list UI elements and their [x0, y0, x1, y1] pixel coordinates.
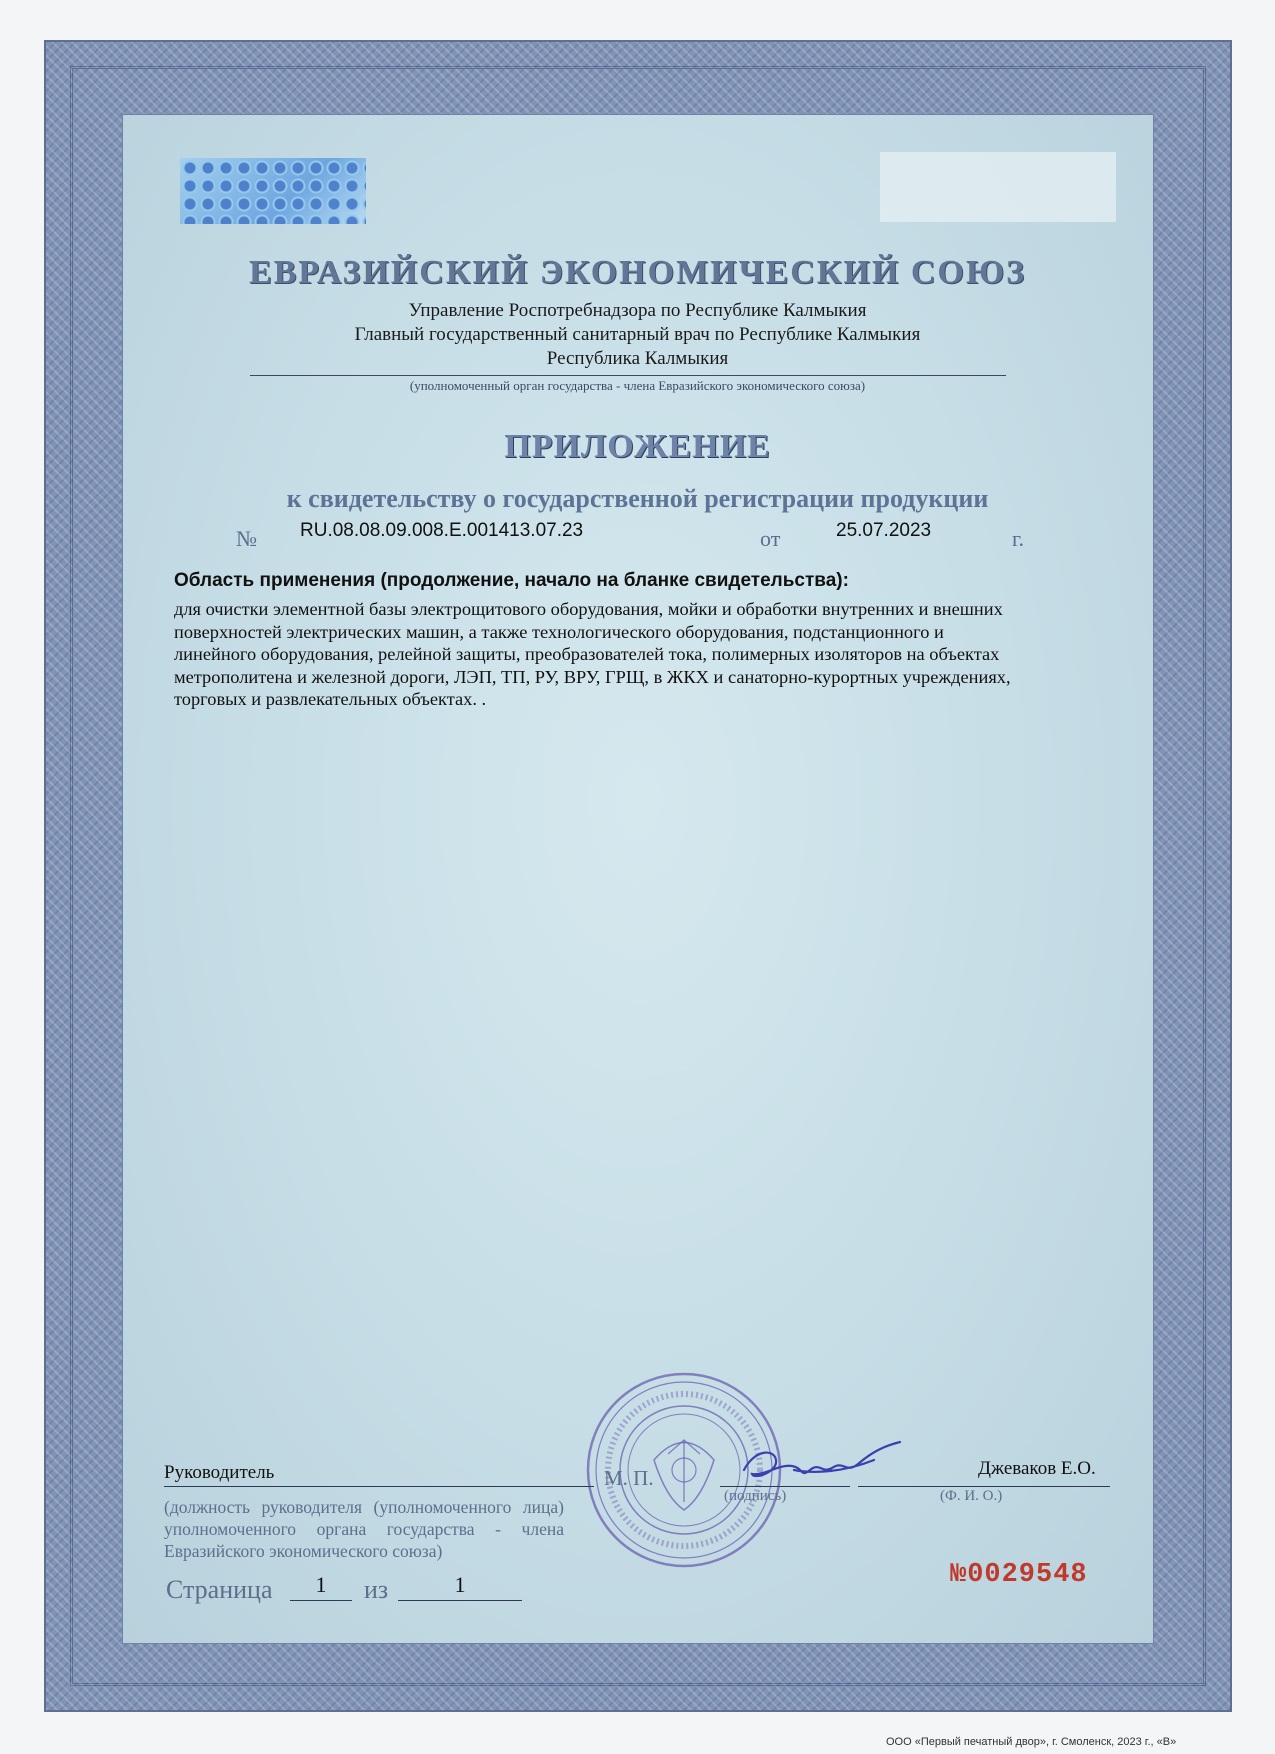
- hologram-icon: [180, 158, 366, 224]
- signatory-name: Джеваков Е.О.: [978, 1458, 1096, 1479]
- name-caption: (Ф. И. О.): [940, 1488, 1003, 1504]
- page-label: Страница: [166, 1575, 273, 1604]
- authority-line: Республика Калмыкия: [546, 348, 729, 369]
- annex-subtitle: к свидетельству о государственной регистрации продукции: [286, 484, 989, 513]
- registration-date: 25.07.2023: [836, 520, 932, 541]
- stamp-place-label: М. П.: [604, 1466, 654, 1490]
- year-label: г.: [1012, 526, 1025, 551]
- number-label: №: [236, 526, 257, 551]
- name-line: [858, 1486, 1110, 1487]
- printer-imprint: ООО «Первый печатный двор», г. Смоленск, 2023 г., «В»: [886, 1736, 1177, 1748]
- position-caption: (должность руководителя (уполномоченного лица) уполномоченного органа государства - члена Евразийского экономического союза): [164, 1497, 564, 1561]
- union-title: ЕВРАЗИЙСКИЙ ЭКОНОМИЧЕСКИЙ СОЮЗ: [248, 254, 1027, 291]
- serial-number: №0029548: [950, 1560, 1088, 1590]
- redacted-area: [880, 152, 1116, 222]
- position-line: [164, 1486, 594, 1487]
- signature-line: [720, 1486, 850, 1487]
- scope-heading: Область применения (продолжение, начало на бланке свидетельства):: [174, 570, 849, 591]
- signatory-position: Руководитель: [164, 1462, 275, 1483]
- authority-caption: (уполномоченный орган государства - члена Евразийского экономического союза): [409, 378, 866, 393]
- page-total: 1: [398, 1572, 522, 1601]
- signature-caption: (подпись): [724, 1488, 787, 1504]
- authority-line: Управление Роспотребнадзора по Республике Калмыкия: [408, 300, 867, 321]
- scope-text: для очистки элементной базы электрощитового оборудования, мойки и обработки внутренних и внешних поверхностей электрических машин, а также технологического оборудования, подстанционного и линейного оборудования, релейной защиты, преобразователей тока, полимерных изоляторов на объектах метрополитена и железной дороги, ЛЭП, ТП, РУ, ВРУ, ГРЩ, в ЖКХ и санаторно-курортных учреждениях, торговых и развлекательных объектах. .: [174, 599, 1011, 710]
- page-current: 1: [290, 1572, 352, 1601]
- registration-number: RU.08.08.09.008.E.001413.07.23: [300, 520, 584, 541]
- divider: [250, 375, 1006, 376]
- authority-line: Главный государственный санитарный врач по Республике Калмыкия: [354, 324, 921, 345]
- page-of-label: из: [364, 1575, 389, 1604]
- annex-title: ПРИЛОЖЕНИЕ: [504, 428, 771, 465]
- date-from-label: от: [760, 526, 781, 551]
